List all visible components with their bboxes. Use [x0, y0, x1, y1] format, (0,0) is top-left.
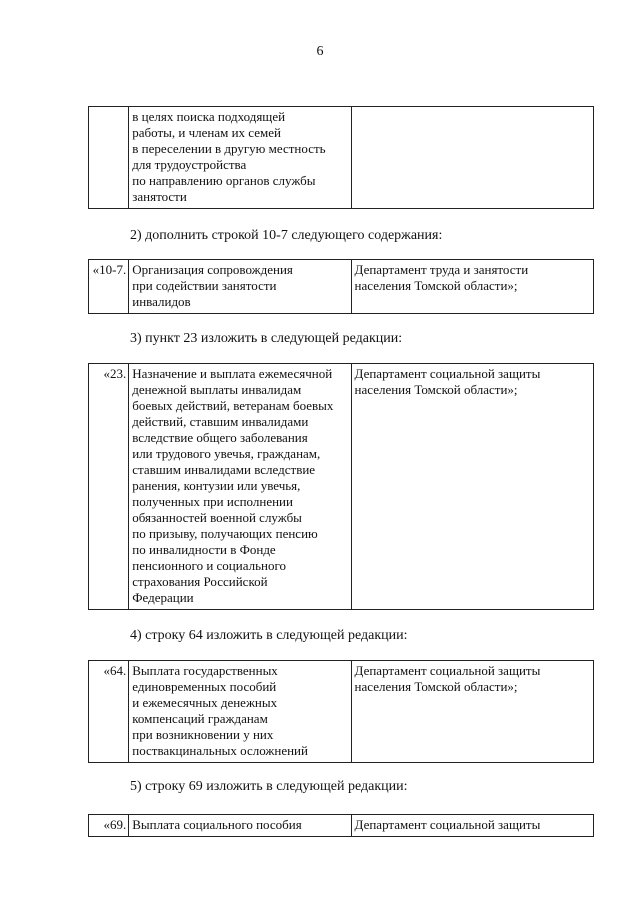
description-line: боевых действий, ветеранам боевых — [132, 398, 334, 413]
row-department-cell — [351, 815, 593, 837]
table-row-10-7 — [88, 259, 594, 314]
row-number-cell: «64. — [89, 661, 129, 763]
description-line: компенсаций гражданам — [132, 711, 268, 726]
description-line: инвалидов — [132, 294, 191, 309]
description-line: Назначение и выплата ежемесячной — [132, 366, 333, 381]
description-line: по инвалидности в Фонде — [132, 542, 276, 557]
description-line: при возникновении у них — [132, 727, 274, 742]
description-line: поствакцинальных осложнений — [132, 743, 308, 758]
table-row — [89, 107, 594, 209]
description-line: Организация сопровождения — [132, 262, 293, 277]
row-department-cell — [351, 364, 593, 610]
department-line: населения Томской области»; — [354, 679, 518, 694]
description-line: в целях поиска подходящей — [132, 109, 286, 124]
paragraph-4: 4) строку 64 изложить в следующей редакции: — [130, 628, 408, 643]
table-row — [89, 260, 594, 314]
table-row — [89, 815, 594, 837]
row-description-cell — [129, 107, 351, 209]
description-line: полученных при исполнении — [132, 494, 293, 509]
row-description-cell — [129, 364, 351, 610]
row-department-cell — [351, 661, 593, 763]
description-line: вследствие общего заболевания — [132, 430, 308, 445]
row-number-cell: «23. — [89, 364, 129, 610]
department-line: Департамент социальной защиты — [354, 366, 541, 381]
paragraph-3: 3) пункт 23 изложить в следующей редакции: — [130, 331, 403, 346]
description-line: пенсионного и социального — [132, 558, 286, 573]
description-line: при содействии занятости — [132, 278, 277, 293]
description-line: Выплата государственных — [132, 663, 278, 678]
department-line: населения Томской области»; — [354, 278, 518, 293]
description-line: для трудоустройства — [132, 157, 247, 172]
page-number: 6 — [316, 44, 324, 59]
table-row — [89, 364, 594, 610]
paragraph-5: 5) строку 69 изложить в следующей редакции: — [130, 779, 408, 794]
description-line: денежной выплаты инвалидам — [132, 382, 302, 397]
description-line: Выплата социального пособия — [132, 817, 302, 832]
row-description-cell — [129, 815, 351, 837]
department-line: Департамент социальной защиты — [354, 663, 541, 678]
row-department-cell — [351, 107, 593, 209]
description-line: обязанностей военной службы — [132, 510, 302, 525]
table-continuation — [88, 106, 594, 209]
row-number-cell — [89, 107, 129, 209]
department-line: Департамент труда и занятости — [354, 262, 529, 277]
table-row-69 — [88, 814, 594, 837]
description-line: по направлению органов службы — [132, 173, 316, 188]
description-line: действий, ставшим инвалидами — [132, 414, 309, 429]
paragraph-2: 2) дополнить строкой 10-7 следующего содержания: — [130, 228, 443, 243]
table-row-23 — [88, 363, 594, 610]
description-line: страхования Российской — [132, 574, 268, 589]
department-line: Департамент социальной защиты — [354, 817, 541, 832]
row-department-cell — [351, 260, 593, 314]
description-line: Федерации — [132, 590, 194, 605]
description-line: ставшим инвалидами вследствие — [132, 462, 316, 477]
table-row-64 — [88, 660, 594, 763]
row-description-cell — [129, 260, 351, 314]
department-line: населения Томской области»; — [354, 382, 518, 397]
description-line: работы, и членам их семей — [132, 125, 281, 140]
description-line: единовременных пособий — [132, 679, 277, 694]
description-line: и ежемесячных денежных — [132, 695, 278, 710]
row-number-cell: «69. — [89, 815, 129, 837]
description-line: по призыву, получающих пенсию — [132, 526, 318, 541]
description-line: ранения, контузии или увечья, — [132, 478, 301, 493]
table-row — [89, 661, 594, 763]
description-line: занятости — [132, 189, 187, 204]
description-line: в переселении в другую местность — [132, 141, 326, 156]
description-line: или трудового увечья, гражданам, — [132, 446, 321, 461]
row-description-cell — [129, 661, 351, 763]
row-number-cell: «10-7. — [89, 260, 129, 314]
